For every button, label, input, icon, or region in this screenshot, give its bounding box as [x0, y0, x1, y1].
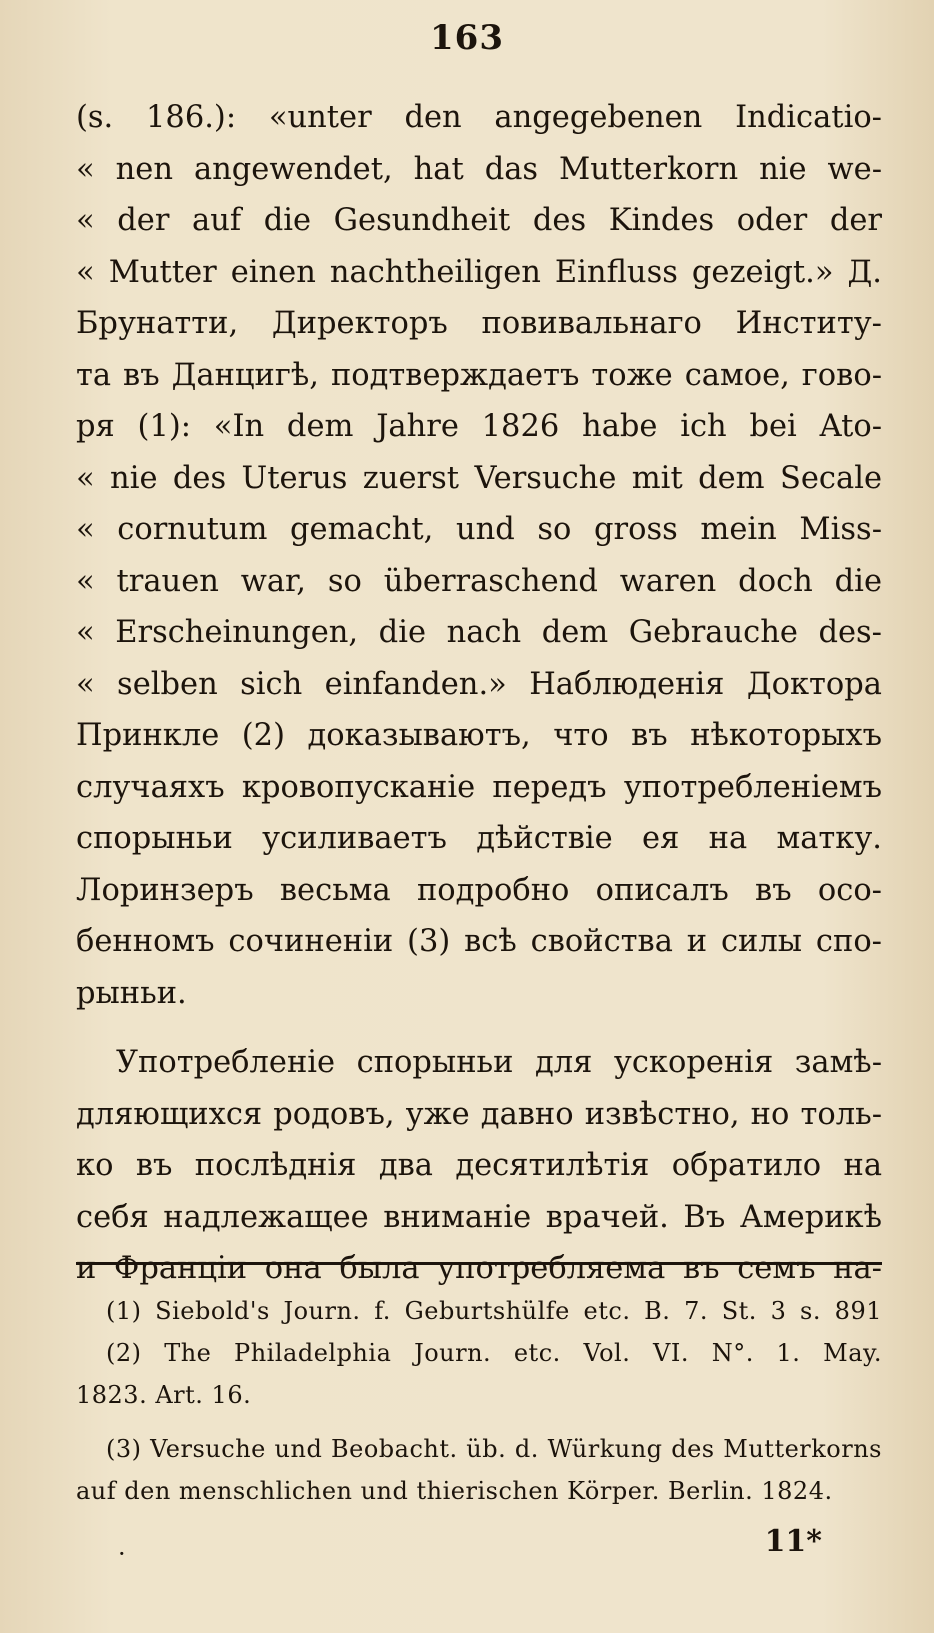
text-line: дляющихся родовъ, уже давно извѣстно, но толь- — [76, 1096, 882, 1132]
footnote-divider — [76, 1262, 882, 1265]
printer-mark: · — [118, 1540, 126, 1568]
text-line: ко въ послѣднія два десятилѣтія обратило на — [76, 1148, 882, 1183]
text-line: и Франціи она была употребляема въ семъ на- — [76, 1251, 882, 1286]
text-line: Принкле (2) доказываютъ, что въ нѣкоторыхъ — [76, 718, 882, 753]
text-line: (s. 186.): «unter den angegebenen Indicatio- — [76, 100, 882, 135]
text-line: Употребленіе спорыньи для ускоренія замѣ- — [116, 1045, 882, 1080]
text-line: спорыньи усиливаетъ дѣйствіе ея на матку. — [76, 821, 882, 856]
text-line: случаяхъ кровопусканіе передъ употребленіемъ — [76, 769, 882, 805]
page-number: 163 — [430, 18, 504, 58]
text-line: « Erscheinungen, die nach dem Gebrauche des- — [76, 615, 882, 650]
footnotes — [76, 1290, 882, 1512]
text-line: та въ Данцигѣ, подтверждаетъ тоже самое, гово- — [76, 357, 882, 393]
footnote-3: (3) Versuche und Beobacht. üb. d. Würkung des Mutterkorns — [106, 1435, 882, 1463]
main-text — [76, 92, 882, 1295]
text-line: Лоринзеръ весьма подробно описалъ въ осо- — [76, 872, 882, 908]
text-line: « nie des Uterus zuerst Versuche mit dem Secale — [76, 460, 882, 496]
text-line: бенномъ сочиненіи (3) всѣ свойства и силы спо- — [76, 924, 882, 959]
text-line: « trauen war, so überraschend waren doch die — [76, 563, 882, 599]
footnote-2: (2) The Philadelphia Journ. etc. Vol. VI. N°. 1. May. — [106, 1339, 882, 1367]
text-line: « cornutum gemacht, und so gross mein Miss- — [76, 512, 882, 547]
text-line: « der auf die Gesundheit des Kindes oder der — [76, 203, 882, 238]
text-line: ря (1): «In dem Jahre 1826 habe ich bei Ato- — [76, 409, 882, 444]
signature-mark: 11* — [764, 1524, 822, 1559]
text-line: « Mutter einen nachtheiligen Einfluss gezeigt.» Д. — [76, 254, 882, 290]
footnote-gap — [106, 1416, 882, 1428]
text-line: Брунатти, Директоръ повивальнаго Институ- — [76, 306, 882, 341]
footnote-1: (1) Siebold's Journ. f. Geburtshülfe etc. B. 7. St. 3 s. 891 — [106, 1297, 882, 1325]
text-line: рыньи. — [76, 975, 187, 1011]
paragraph-gap — [76, 1019, 882, 1037]
text-line: « selben sich einfanden.» Наблюденія Доктора — [76, 666, 882, 702]
text-line: « nen angewendet, hat das Mutterkorn nie we- — [76, 151, 882, 187]
footnote-3-continued: auf den menschlichen und thierischen Körper. Berlin. 1824. — [76, 1477, 833, 1505]
footnote-2-continued: 1823. Art. 16. — [76, 1381, 252, 1409]
text-line: себя надлежащее вниманіе врачей. Въ Америкѣ — [76, 1199, 882, 1235]
